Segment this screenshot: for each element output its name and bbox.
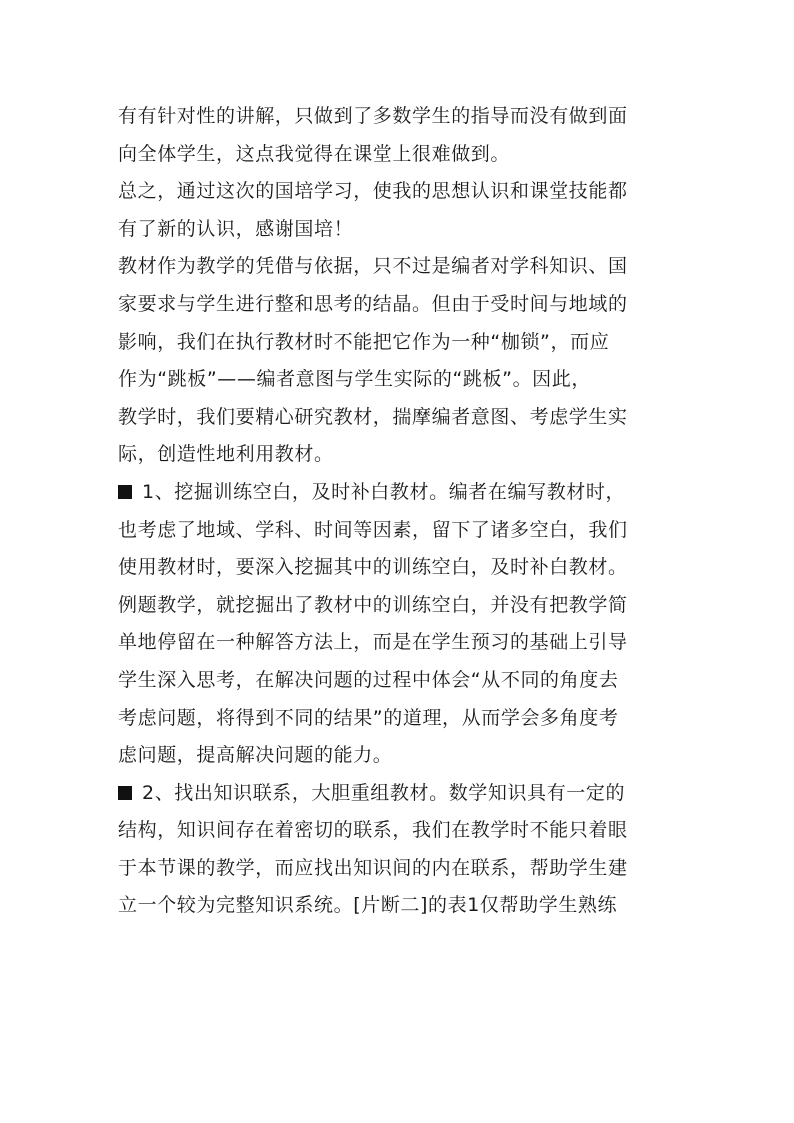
text-line: 影响，我们在执行教材时不能把它作为一种“枷锁”，而应 — [118, 330, 610, 353]
square-bullet-icon — [118, 786, 132, 800]
text-line: 学生深入思考，在解决问题的过程中体会“从不同的角度去 — [118, 668, 619, 691]
text-line: 立一个较为完整知识系统。[片断二]的表1仅帮助学生熟练 — [118, 894, 618, 917]
square-bullet-icon — [118, 485, 132, 499]
text-line: 总之，通过这次的国培学习，使我的思想认识和课堂技能都 — [118, 180, 628, 203]
body-text — [118, 98, 678, 925]
text-line: 作为“跳板”——编者意图与学生实际的“跳板”。因此， — [118, 368, 591, 391]
text-line: 教材作为教学的凭借与依据，只不过是编者对学科知识、国 — [118, 255, 628, 278]
text-line: 也考虑了地域、学科、时间等因素，留下了诸多空白，我们 — [118, 518, 628, 541]
text-line: 结构，知识间存在着密切的联系，我们在教学时不能只着眼 — [118, 819, 628, 842]
text-line: 考虑问题，将得到不同的结果”的道理，从而学会多角度考 — [118, 706, 619, 729]
text-line: 教学时，我们要精心研究教材，揣摩编者意图、考虑学生实 — [118, 405, 628, 428]
text-line: 向全体学生，这点我觉得在课堂上很难做到。 — [118, 142, 511, 165]
text-line: 际，创造性地利用教材。 — [118, 443, 334, 466]
text-line: 虑问题，提高解决问题的能力。 — [118, 744, 393, 767]
bullet-line — [118, 775, 678, 813]
text-line: 单地停留在一种解答方法上，而是在学生预习的基础上引导 — [118, 631, 628, 654]
text-line: 使用教材时，要深入挖掘其中的训练空白，及时补白教材。 — [118, 556, 628, 579]
text-line: 2、找出知识联系，大胆重组教材。数学知识具有一定的 — [142, 781, 626, 804]
text-line: 1、挖掘训练空白，及时补白教材。编者在编写教材时， — [142, 480, 626, 503]
text-line: 例题教学，就挖掘出了教材中的训练空白，并没有把教学简 — [118, 593, 628, 616]
text-line: 家要求与学生进行整和思考的结晶。但由于受时间与地域的 — [118, 292, 628, 315]
text-line: 于本节课的教学，而应找出知识间的内在联系，帮助学生建 — [118, 856, 628, 879]
text-line: 有有针对性的讲解，只做到了多数学生的指导而没有做到面 — [118, 105, 628, 127]
text-line: 有了新的认识，感谢国培！ — [118, 217, 354, 240]
bullet-line — [118, 474, 678, 512]
